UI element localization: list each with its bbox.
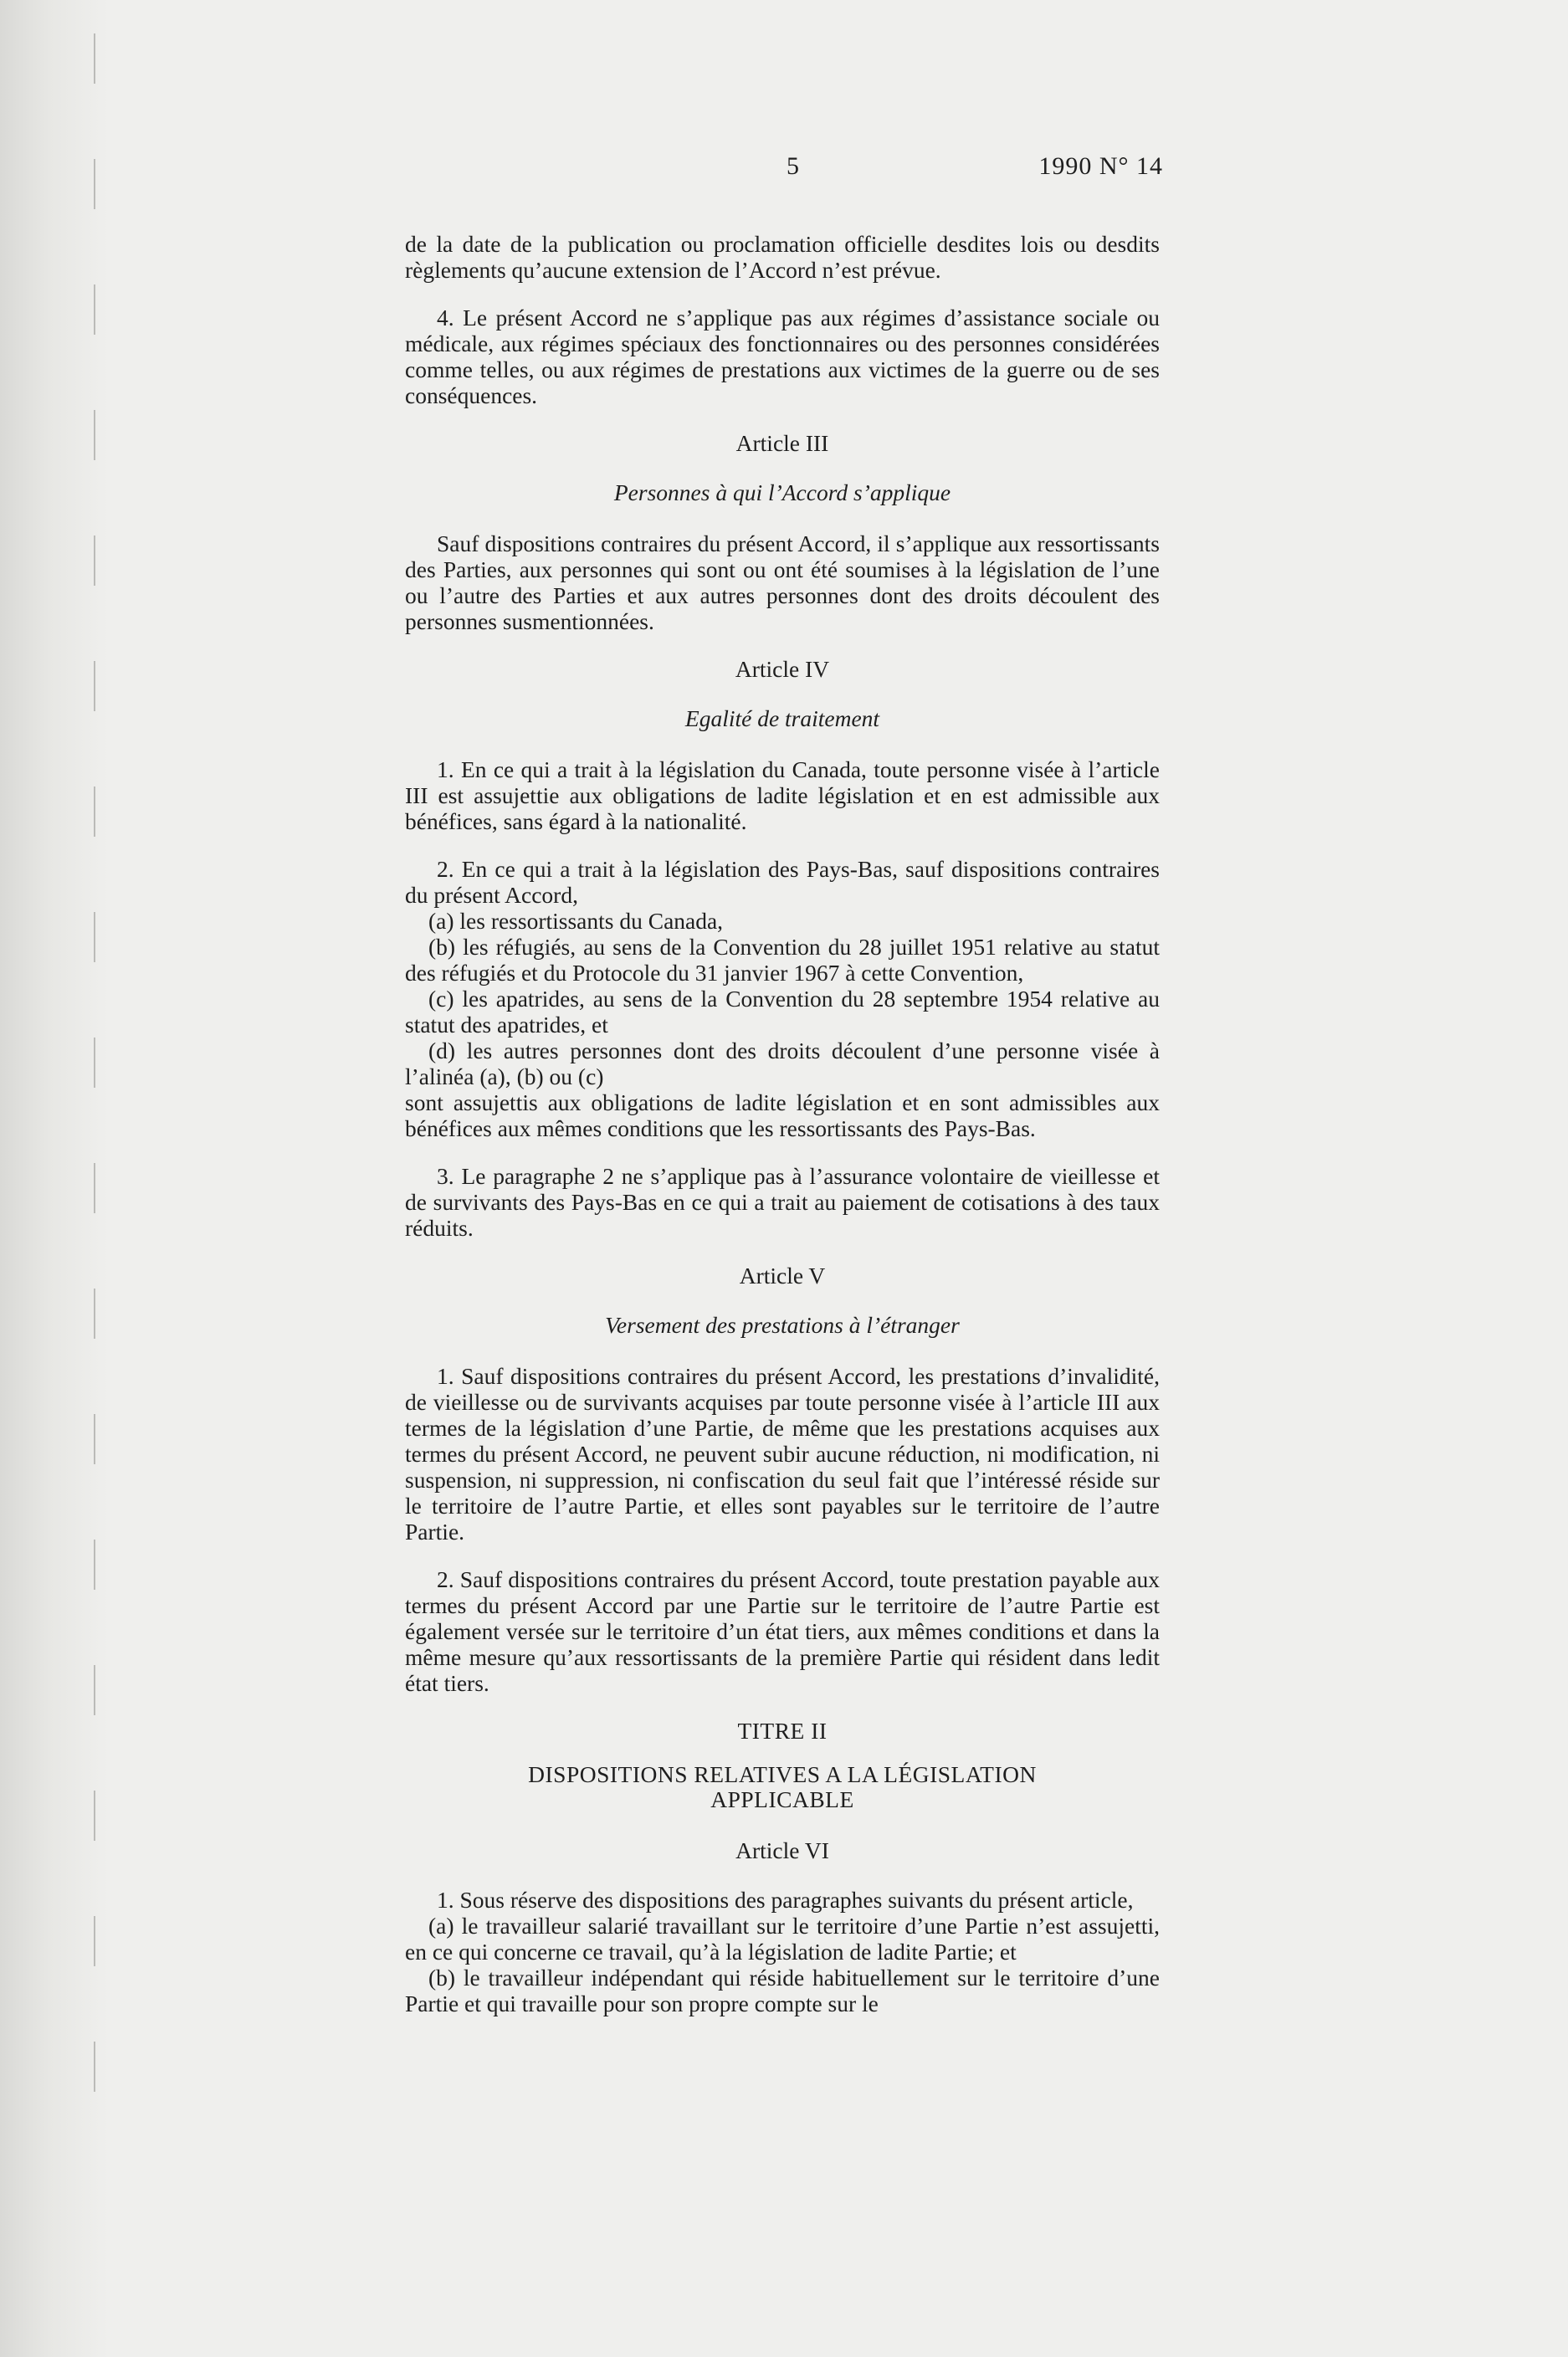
article-5-paragraph-1: 1. Sauf dispositions contraires du présent Accord, les prestations d’invalidité, de vieillesse ou de survivants acquises par toute personne visée à l’article III aux termes de la législation d’une Partie, de même que les prestations acquises aux termes du présent Accord, ne peuvent subir aucune réduction, ni modification, ni suspension, ni suppression, ni confiscation du seul fait que l’intéressé réside sur le territoire de l’autre Partie, et elles sont payables sur le territoire de l’autre Partie. bbox=[405, 1363, 1160, 1545]
article-6-item-b: (b) le travailleur indépendant qui réside habituellement sur le territoire d’une Partie et qui travaille pour son propre compte sur le bbox=[405, 1965, 1160, 2016]
page-number: 5 bbox=[787, 152, 799, 180]
titre-2-heading: TITRE II bbox=[737, 1718, 828, 1744]
article-5-title: Article V bbox=[739, 1263, 826, 1289]
article-6-item-a: (a) le travailleur salarié travaillant sur le territoire d’une Partie n’est assujetti, en ce qui concerne ce travail, qu’à la législation de ladite Partie; et bbox=[405, 1913, 1160, 1965]
page-binding-shadow bbox=[0, 0, 109, 2357]
article-4-item-c: (c) les apatrides, au sens de la Convention du 28 septembre 1954 relative au statut des apatrides, et bbox=[405, 986, 1160, 1038]
article-4-item-a: (a) les ressortissants du Canada, bbox=[428, 908, 724, 934]
gazette-reference: 1990 N° 14 bbox=[1038, 152, 1163, 180]
article-5-paragraph-2: 2. Sauf dispositions contraires du présent Accord, toute prestation payable aux termes du présent Accord par une Partie sur le territoire de l’autre Partie est également versée sur le territoire d’un état tiers, aux mêmes conditions et dans la même mesure qu’aux ressortissants de la première Partie qui résident dans ledit état tiers. bbox=[405, 1566, 1160, 1696]
article-4-title: Article IV bbox=[735, 656, 830, 682]
article-4-paragraph-2-end: sont assujettis aux obligations de ladite législation et en sont admissibles aux bénéfices aux mêmes conditions que les ressortissants des Pays-Bas. bbox=[405, 1089, 1160, 1141]
binding-stitching bbox=[94, 33, 95, 2125]
article-6-title: Article VI bbox=[735, 1837, 829, 1863]
article-4-paragraph-3: 3. Le paragraphe 2 ne s’applique pas à l’assurance volontaire de vieillesse et de survivants des Pays-Bas en ce qui a trait au paiement de cotisations à des taux réduits. bbox=[405, 1163, 1160, 1241]
article-3-subtitle: Personnes à qui l’Accord s’applique bbox=[613, 479, 951, 505]
paragraph-4: 4. Le présent Accord ne s’applique pas aux régimes d’assistance sociale ou médicale, aux régimes spéciaux des fonctionnaires ou des personnes considérées comme telles, ou aux régimes de prestations aux victimes de la guerre ou de ses conséquences. bbox=[405, 305, 1160, 408]
page-body bbox=[405, 231, 1160, 2016]
intro-paragraph: de la date de la publication ou proclamation officielle desdites lois ou desdits règlements qu’aucune extension de l’Accord n’est prévue. bbox=[405, 231, 1160, 283]
article-5-subtitle: Versement des prestations à l’étranger bbox=[605, 1312, 960, 1338]
article-3-paragraph: Sauf dispositions contraires du présent Accord, il s’applique aux ressortissants des Parties, aux personnes qui sont ou ont été soumises à la législation de l’une ou l’autre des Parties et aux autres personnes dont des droits découlent des personnes susmentionnées. bbox=[405, 530, 1160, 634]
article-4-paragraph-1: 1. En ce qui a trait à la législation du Canada, toute personne visée à l’article III est assujettie aux obligations de ladite législation et en est admissible aux bénéfices, sans égard à la nationalité. bbox=[405, 756, 1160, 834]
titre-2-description-line-2: APPLICABLE bbox=[710, 1786, 854, 1812]
titre-2-description-line-1: DISPOSITIONS RELATIVES A LA LÉGISLATION bbox=[528, 1761, 1037, 1787]
article-3-title: Article III bbox=[735, 430, 829, 456]
article-4-item-d: (d) les autres personnes dont des droits découlent d’une personne visée à l’alinéa (a), (b) ou (c) bbox=[405, 1038, 1160, 1089]
article-4-subtitle: Egalité de traitement bbox=[684, 705, 880, 731]
page-header bbox=[410, 152, 1163, 186]
article-4-item-b: (b) les réfugiés, au sens de la Convention du 28 juillet 1951 relative au statut des réfugiés et du Protocole du 31 janvier 1967 à cette Convention, bbox=[405, 934, 1160, 986]
article-4-paragraph-2: 2. En ce qui a trait à la législation des Pays-Bas, sauf dispositions contraires du présent Accord, bbox=[405, 856, 1160, 908]
article-6-paragraph-1: 1. Sous réserve des dispositions des paragraphes suivants du présent article, bbox=[437, 1887, 1134, 1913]
titre-2-description bbox=[405, 1762, 1160, 1812]
